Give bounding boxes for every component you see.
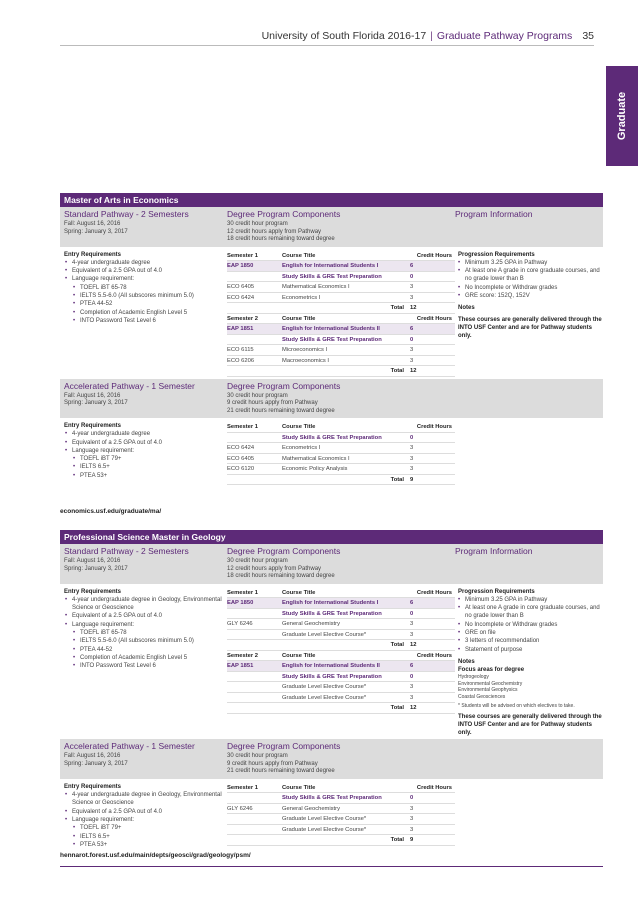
pathway-date: Fall: August 16, 2016 <box>64 221 121 227</box>
semester-label: Semester 1 <box>227 252 258 259</box>
requirement-item: • Equivalent of a 2.5 GPA out of 4.0 <box>64 439 227 447</box>
total-label: Total <box>390 837 404 844</box>
program-info-heading: Program Information <box>455 209 533 219</box>
requirement-item: • Equivalent of a 2.5 GPA out of 4.0 <box>64 612 227 620</box>
course-title-heading: Course Title <box>282 424 316 430</box>
course-credits: 3 <box>410 816 414 823</box>
program-title: Professional Science Master in Geology <box>60 530 603 544</box>
course-title: Mathematical Economics I <box>282 455 350 462</box>
pathway-date: Spring: January 3, 2017 <box>64 400 128 406</box>
total-spacer <box>227 640 282 650</box>
progression-item: • At least one A grade in core graduate courses, and no grade lower than B <box>458 267 603 284</box>
course-title: Graduate Level Elective Course* <box>282 631 367 638</box>
course-row <box>227 825 455 836</box>
total-spacer <box>227 703 282 713</box>
requirement-item: • PTEA 44-52 <box>64 646 227 654</box>
header-rule <box>60 45 594 46</box>
course-row <box>227 619 455 630</box>
page-header <box>262 30 594 42</box>
total-row <box>227 640 455 651</box>
accelerated-info-spacer <box>455 783 603 849</box>
requirement-item: • IELTS 5.5-6.0 (All subscores minimum 5.0) <box>64 637 227 645</box>
notes-heading: Notes <box>458 305 475 312</box>
components-heading: Degree Program Components <box>227 546 341 556</box>
accelerated-info-spacer <box>455 422 603 485</box>
components-heading: Degree Program Components <box>227 209 341 219</box>
course-title: Economic Policy Analysis <box>282 466 348 472</box>
accelerated-course-table <box>227 783 455 849</box>
course-credits: 3 <box>410 826 414 833</box>
course-row <box>227 433 455 444</box>
course-title: English for International Students II <box>282 326 380 332</box>
program-information <box>455 251 603 377</box>
course-row <box>227 682 455 693</box>
pathway-band <box>60 207 603 248</box>
course-title: Econometrics I <box>282 445 321 451</box>
requirement-item: • Equivalent of a 2.5 GPA out of 4.0 <box>64 808 227 816</box>
header-programs: Graduate Pathway Programs <box>436 30 573 42</box>
total-spacer <box>227 835 282 845</box>
program-info-heading-cell <box>455 741 603 776</box>
pathway-note: These courses are generally delivered through the INTO USF Center and are for Pathway students only. <box>458 713 602 737</box>
course-credits: 3 <box>410 694 414 701</box>
pathway-band <box>60 544 603 585</box>
program-url-geology[interactable]: hennarot.forest.usf.edu/main/depts/geosci/grad/geology/psm/ <box>60 852 251 859</box>
total-label: Total <box>390 642 404 648</box>
total-row <box>227 703 455 714</box>
course-title: Macroeconomics I <box>282 357 330 364</box>
course-credits: 3 <box>410 347 414 353</box>
entry-heading: Entry Requirements <box>64 251 122 258</box>
entry-heading: Entry Requirements <box>64 423 122 429</box>
components-info <box>227 209 455 244</box>
course-credits: 0 <box>410 273 414 280</box>
side-tab <box>606 66 638 166</box>
course-credits: 6 <box>410 600 414 606</box>
course-code: ECO 6120 <box>227 466 255 472</box>
course-code <box>227 433 282 443</box>
pathway-info <box>60 546 227 581</box>
course-code <box>227 825 282 835</box>
course-row <box>227 293 455 304</box>
semester-label: Semester 2 <box>227 315 258 322</box>
program-economics <box>60 193 603 485</box>
pathway-name: Accelerated Pathway - 1 Semester <box>64 741 195 752</box>
total-label: Total <box>390 705 404 711</box>
semester-header-row <box>227 251 455 262</box>
course-credits: 0 <box>410 795 414 802</box>
course-row <box>227 261 455 272</box>
course-title-heading: Course Title <box>282 252 316 259</box>
progression-item: • At least one A grade in core graduate courses, and no grade lower than B <box>458 604 603 621</box>
credit-hours-heading: Credit Hours <box>416 252 452 259</box>
pathway-band <box>60 379 603 420</box>
progression-item: • GRE score: 152Q, 152V <box>458 292 603 300</box>
progression-heading: Progression Requirements <box>458 251 535 258</box>
component-line: 9 credit hours apply from Pathway <box>227 400 318 406</box>
pathway-info <box>60 741 227 776</box>
page-number: 35 <box>582 30 594 42</box>
requirement-item: • Completion of Academic English Level 5 <box>64 309 227 317</box>
total-label: Total <box>390 368 404 374</box>
course-code <box>227 272 282 282</box>
course-credits: 6 <box>410 263 414 269</box>
course-code: ECO 6405 <box>227 455 255 462</box>
course-row <box>227 814 455 825</box>
course-credits: 0 <box>410 336 414 343</box>
progression-item: • Minimum 3.25 GPA in Pathway <box>458 259 603 267</box>
pathway-date: Fall: August 16, 2016 <box>64 558 121 564</box>
components-info <box>227 546 455 581</box>
component-line: 9 credit hours apply from Pathway <box>227 760 318 767</box>
course-credits: 3 <box>410 445 414 451</box>
side-tab-label: Graduate <box>616 91 629 141</box>
requirement-item: • Language requirement: <box>64 621 227 629</box>
requirement-item: • Language requirement: <box>64 447 227 455</box>
total-value: 9 <box>410 837 414 844</box>
progression-item: • No Incomplete or Withdraw grades <box>458 621 603 629</box>
requirement-item: • IELTS 6.5+ <box>64 463 227 471</box>
pathway-date: Spring: January 3, 2017 <box>64 565 128 572</box>
course-credits: 0 <box>410 673 414 680</box>
component-line: 12 credit hours apply from Pathway <box>227 565 322 572</box>
course-code <box>227 793 282 803</box>
course-title: Study Skills & GRE Test Preparation <box>282 273 382 280</box>
course-title: Microeconomics I <box>282 347 328 353</box>
course-credits: 0 <box>410 610 414 617</box>
components-info <box>227 381 455 416</box>
total-spacer <box>227 366 282 376</box>
credit-hours-heading: Credit Hours <box>416 652 452 659</box>
course-title: Study Skills & GRE Test Preparation <box>282 434 382 441</box>
progression-item: • GRE on file <box>458 629 603 637</box>
semester-header-row <box>227 588 455 599</box>
component-line: 18 credit hours remaining toward degree <box>227 573 335 579</box>
requirement-item: • IELTS 6.5+ <box>64 833 227 841</box>
component-line: 21 credit hours remaining toward degree <box>227 768 335 775</box>
pathway-name: Standard Pathway - 2 Semesters <box>64 546 189 556</box>
header-separator: | <box>430 30 433 42</box>
components-heading: Degree Program Components <box>227 380 341 391</box>
course-credits: 6 <box>410 663 414 669</box>
total-value: 12 <box>410 642 417 648</box>
total-value: 12 <box>410 305 417 311</box>
pathway-info <box>60 209 227 244</box>
course-code: EAP 1850 <box>227 600 254 606</box>
course-title: Study Skills & GRE Test Preparation <box>282 795 382 802</box>
course-title: Graduate Level Elective Course* <box>282 694 367 701</box>
course-row <box>227 335 455 346</box>
entry-heading: Entry Requirements <box>64 783 122 790</box>
total-spacer <box>227 475 282 485</box>
course-row <box>227 324 455 335</box>
notes-heading: Notes <box>458 658 475 665</box>
semester-header-row <box>227 422 455 433</box>
course-title-heading: Course Title <box>282 784 316 791</box>
course-row <box>227 804 455 815</box>
course-credits: 3 <box>410 621 414 627</box>
requirement-item: • 4-year undergraduate degree in Geology, Environmental Science or Geoscience <box>64 791 227 808</box>
course-code <box>227 672 282 682</box>
course-row <box>227 598 455 609</box>
pathway-band <box>60 739 603 780</box>
total-row <box>227 303 455 314</box>
accelerated-course-table <box>227 422 455 485</box>
component-line: 18 credit hours remaining toward degree <box>227 236 335 242</box>
course-row <box>227 356 455 367</box>
accelerated-body <box>60 419 603 485</box>
pathway-note: These courses are generally delivered through the INTO USF Center and are for Pathway students only. <box>458 316 602 340</box>
course-title: Econometrics I <box>282 294 321 301</box>
course-code: ECO 6206 <box>227 357 255 364</box>
course-row <box>227 282 455 293</box>
pathway-name: Accelerated Pathway - 1 Semester <box>64 380 195 391</box>
semester-label: Semester 1 <box>227 589 258 596</box>
requirement-item: • Language requirement: <box>64 275 227 283</box>
semester-header-row <box>227 314 455 325</box>
course-code: EAP 1851 <box>227 663 254 669</box>
footer-rule <box>60 866 603 867</box>
course-credits: 3 <box>410 805 414 812</box>
entry-requirements <box>60 422 227 485</box>
course-row <box>227 693 455 704</box>
course-title: Mathematical Economics I <box>282 284 350 290</box>
semester-header-row <box>227 651 455 662</box>
course-code <box>227 630 282 640</box>
course-code <box>227 609 282 619</box>
pathway-date: Fall: August 16, 2016 <box>64 753 121 760</box>
course-credits: 6 <box>410 326 414 332</box>
requirement-item: • PTEA 53+ <box>64 472 227 480</box>
course-code: GLY 6246 <box>227 621 253 627</box>
credit-hours-heading: Credit Hours <box>416 315 452 322</box>
entry-heading: Entry Requirements <box>64 588 122 595</box>
standard-course-table <box>227 251 455 377</box>
component-line: 30 credit hour program <box>227 392 288 399</box>
course-credits: 3 <box>410 284 414 290</box>
program-information <box>455 588 603 738</box>
course-code: GLY 6246 <box>227 805 253 812</box>
pathway-date: Spring: January 3, 2017 <box>64 228 128 235</box>
course-row <box>227 630 455 641</box>
semester-label: Semester 2 <box>227 652 258 659</box>
requirement-item: • PTEA 44-52 <box>64 300 227 308</box>
course-row <box>227 464 455 475</box>
course-credits: 3 <box>410 466 414 472</box>
course-title: English for International Students I <box>282 263 379 269</box>
program-info-heading-cell <box>455 381 603 416</box>
notes-line: Focus areas for degree <box>458 667 525 674</box>
total-value: 9 <box>410 476 414 483</box>
credit-hours-heading: Credit Hours <box>416 589 452 596</box>
course-title-heading: Course Title <box>282 315 316 322</box>
components-info <box>227 741 455 776</box>
course-credits: 3 <box>410 357 414 364</box>
requirement-item: • TOEFL iBT 79+ <box>64 455 227 463</box>
requirement-item: • INTO Password Test Level 6 <box>64 317 227 325</box>
requirement-item: • TOEFL iBT 65-78 <box>64 284 227 292</box>
notes-line: Environmental Geochemistry <box>458 680 523 687</box>
standard-body <box>60 248 603 377</box>
course-code: ECO 6405 <box>227 284 255 290</box>
program-info-heading-cell <box>455 546 603 581</box>
component-line: 12 credit hours apply from Pathway <box>227 228 322 235</box>
total-row <box>227 366 455 377</box>
course-row <box>227 672 455 683</box>
program-info-heading-cell <box>455 209 603 244</box>
course-title: General Geochemistry <box>282 621 340 627</box>
pathway-date: Fall: August 16, 2016 <box>64 392 121 399</box>
course-title: Graduate Level Elective Course* <box>282 684 367 690</box>
program-geology <box>60 530 603 849</box>
university-title: University of South Florida 2016-17 <box>261 30 427 42</box>
requirement-item: • 4-year undergraduate degree in Geology, Environmental Science or Geoscience <box>64 596 227 613</box>
pathway-date: Spring: January 3, 2017 <box>64 760 128 767</box>
total-row <box>227 835 455 846</box>
course-title: Study Skills & GRE Test Preparation <box>282 336 382 343</box>
course-row <box>227 454 455 465</box>
requirement-item: • Language requirement: <box>64 816 227 824</box>
standard-body <box>60 585 603 738</box>
accelerated-body <box>60 780 603 849</box>
course-title: Study Skills & GRE Test Preparation <box>282 610 382 617</box>
pathway-info <box>60 381 227 416</box>
course-credits: 3 <box>410 455 414 462</box>
notes-line: Hydrogeology <box>458 674 489 681</box>
total-value: 12 <box>410 705 417 711</box>
notes-line: * Students will be advised on which electives to take. <box>458 703 575 710</box>
components-heading: Degree Program Components <box>227 741 341 752</box>
entry-requirements <box>60 251 227 377</box>
course-row <box>227 272 455 283</box>
semester-label: Semester 1 <box>227 784 258 791</box>
course-code: EAP 1851 <box>227 326 254 332</box>
component-line: 30 credit hour program <box>227 221 288 227</box>
course-code: EAP 1850 <box>227 263 254 269</box>
progression-heading: Progression Requirements <box>458 588 535 595</box>
course-row <box>227 345 455 356</box>
course-row <box>227 661 455 672</box>
course-title: Graduate Level Elective Course* <box>282 826 367 833</box>
total-label: Total <box>390 476 404 483</box>
course-code <box>227 693 282 703</box>
course-row <box>227 793 455 804</box>
course-credits: 3 <box>410 684 414 690</box>
component-line: 30 credit hour program <box>227 558 288 564</box>
requirement-item: • 4-year undergraduate degree <box>64 430 227 438</box>
progression-item: • No Incomplete or Withdraw grades <box>458 284 603 292</box>
course-title: Graduate Level Elective Course* <box>282 816 367 823</box>
course-title-heading: Course Title <box>282 589 316 596</box>
total-label: Total <box>390 305 404 311</box>
course-code: ECO 6115 <box>227 347 254 353</box>
requirement-item: • TOEFL iBT 65-78 <box>64 629 227 637</box>
program-url-economics[interactable]: economics.usf.edu/graduate/ma/ <box>60 508 162 515</box>
course-title: General Geochemistry <box>282 805 340 812</box>
course-credits: 3 <box>410 631 414 638</box>
requirement-item: • PTEA 53+ <box>64 841 227 849</box>
total-row <box>227 475 455 486</box>
course-code: ECO 6424 <box>227 294 255 301</box>
requirement-item: • TOEFL iBT 79+ <box>64 824 227 832</box>
total-spacer <box>227 303 282 313</box>
program-title: Master of Arts in Economics <box>60 193 603 207</box>
course-title-heading: Course Title <box>282 652 316 659</box>
course-row <box>227 443 455 454</box>
course-credits: 3 <box>410 294 414 301</box>
requirement-item: • Completion of Academic English Level 5 <box>64 654 227 662</box>
course-code <box>227 335 282 345</box>
requirement-item: • IELTS 5.5-6.0 (All subscores minimum 5.0) <box>64 292 227 300</box>
course-title: English for International Students II <box>282 663 380 669</box>
semester-header-row <box>227 783 455 794</box>
total-value: 12 <box>410 368 417 374</box>
requirement-item: • 4-year undergraduate degree <box>64 259 227 267</box>
notes-line: Environmental Geophysics <box>458 687 518 694</box>
semester-label: Semester 1 <box>227 424 258 430</box>
credit-hours-heading: Credit Hours <box>416 424 452 430</box>
course-title: English for International Students I <box>282 600 379 606</box>
course-code <box>227 814 282 824</box>
notes-line: Coastal Geosciences <box>458 693 506 700</box>
requirement-item: • Equivalent of a 2.5 GPA out of 4.0 <box>64 267 227 275</box>
course-title: Study Skills & GRE Test Preparation <box>282 673 382 680</box>
entry-requirements <box>60 588 227 738</box>
component-line: 30 credit hour program <box>227 753 288 760</box>
course-row <box>227 609 455 620</box>
program-info-heading: Program Information <box>455 546 533 556</box>
component-line: 21 credit hours remaining toward degree <box>227 407 335 414</box>
standard-course-table <box>227 588 455 738</box>
course-code <box>227 682 282 692</box>
course-credits: 0 <box>410 434 414 441</box>
pathway-name: Standard Pathway - 2 Semesters <box>64 209 189 219</box>
progression-item: • 3 letters of recommendation <box>458 637 603 645</box>
entry-requirements <box>60 783 227 849</box>
course-code: ECO 6424 <box>227 445 255 451</box>
progression-item: • Minimum 3.25 GPA in Pathway <box>458 596 603 604</box>
progression-item: • Statement of purpose <box>458 646 603 654</box>
credit-hours-heading: Credit Hours <box>416 784 452 791</box>
requirement-item: • INTO Password Test Level 6 <box>64 662 227 670</box>
